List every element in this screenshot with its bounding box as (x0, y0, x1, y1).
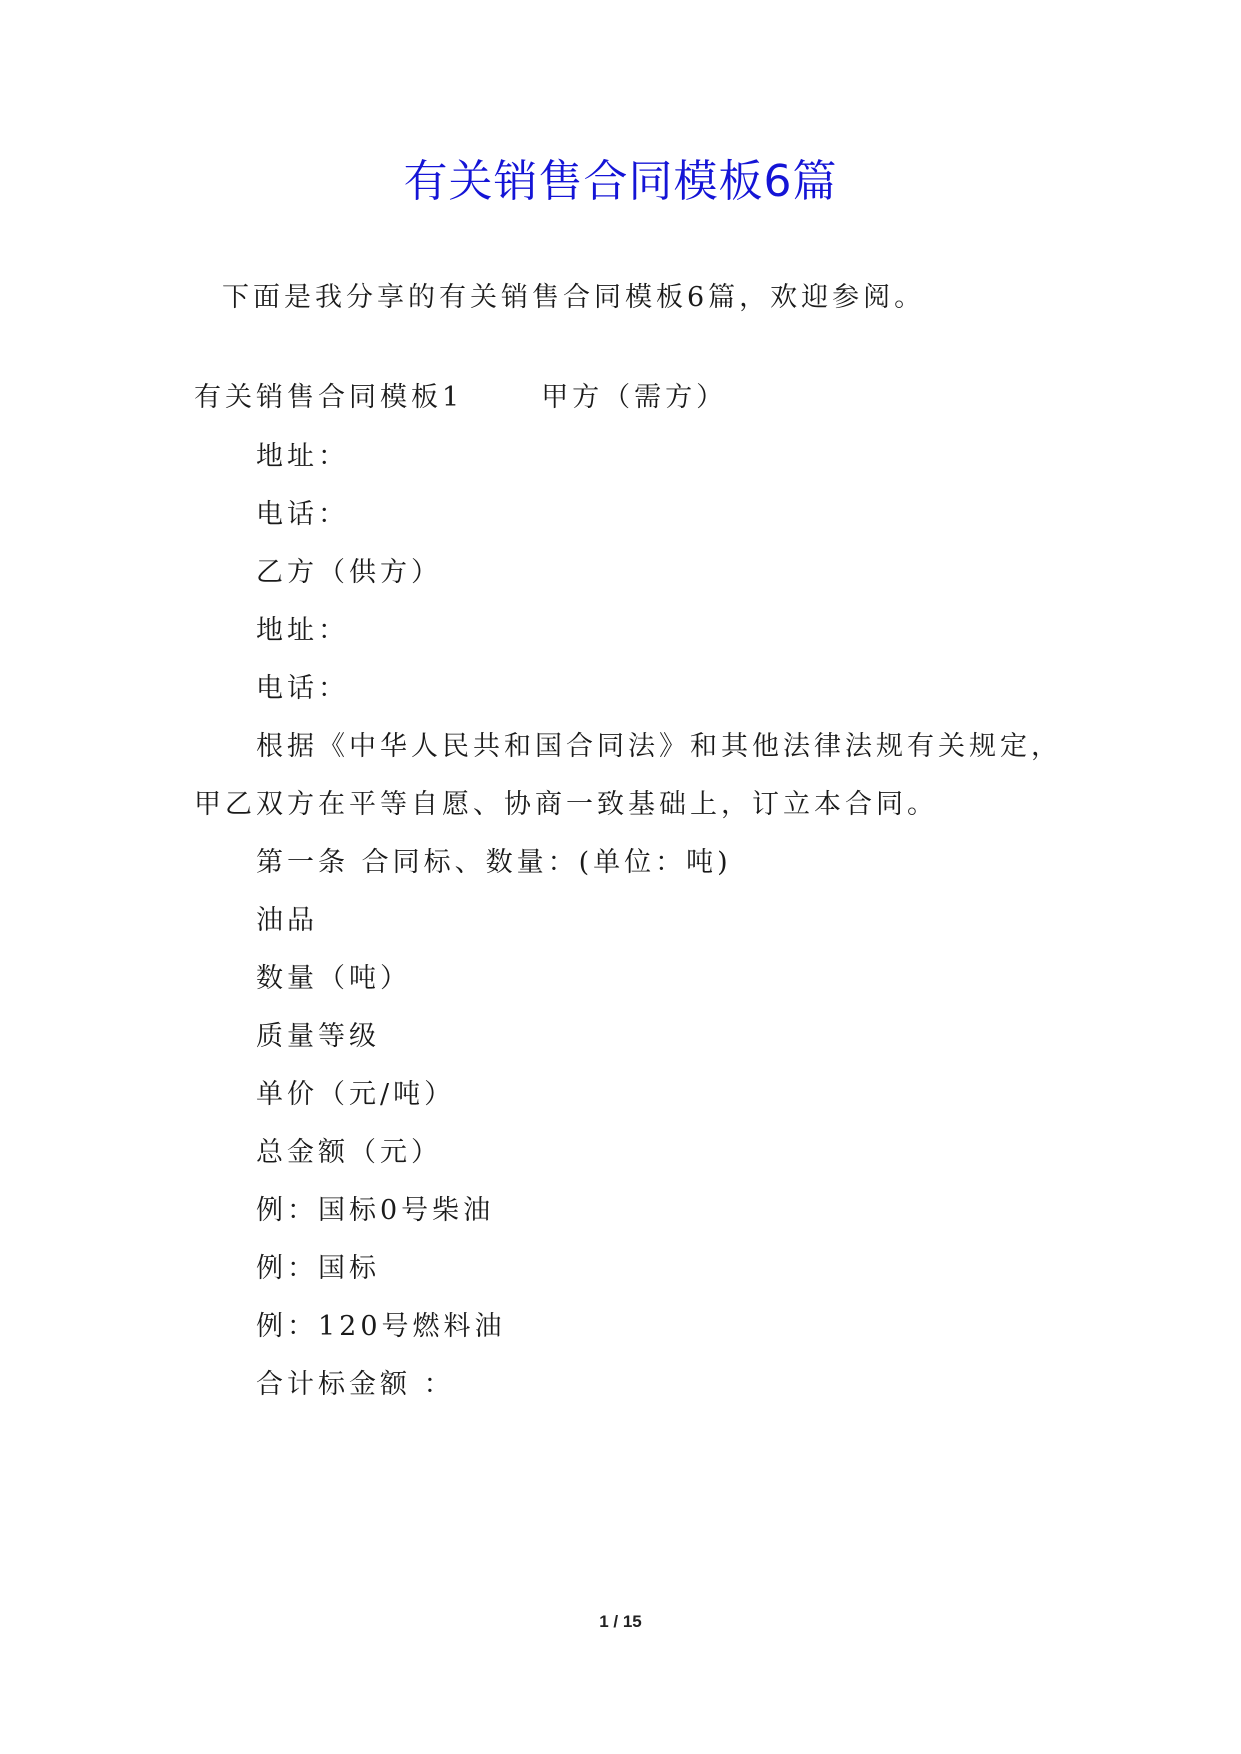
legal-basis-paragraph: 根据《中华人民共和国合同法》和其他法律法规有关规定， (256, 731, 1062, 762)
party-a-address-label: 地址： (256, 441, 349, 472)
section-heading: 有关销售合同模板1 (194, 382, 464, 413)
party-b-phone-label: 电话： (256, 673, 349, 704)
example-national-standard: 例：国标 (256, 1253, 380, 1284)
section-heading-line (194, 378, 727, 418)
party-b-label: 乙方（供方） (256, 557, 442, 588)
page-number: 1 / 15 (599, 1612, 642, 1631)
field-oil-product: 油品 (256, 905, 318, 936)
field-quality-grade: 质量等级 (256, 1021, 380, 1052)
example-diesel: 例：国标0号柴油 (256, 1195, 495, 1226)
intro-paragraph: 下面是我分享的有关销售合同模板6篇，欢迎参阅。 (222, 282, 926, 313)
document-title: 有关销售合同模板6篇 (403, 156, 838, 207)
field-quantity: 数量（吨） (256, 963, 411, 994)
party-a-label: 甲方（需方） (541, 382, 728, 413)
party-b-address-label: 地址： (256, 615, 349, 646)
article-one-heading: 第一条 合同标、数量：(单位：吨) (256, 847, 732, 878)
field-total-amount: 总金额（元） (256, 1137, 442, 1168)
example-fuel-oil: 例：120号燃料油 (256, 1311, 506, 1342)
field-total-sum: 合计标金额 ： (256, 1369, 455, 1400)
legal-basis-continuation: 甲乙双方在平等自愿、协商一致基础上，订立本合同。 (194, 789, 938, 820)
field-unit-price: 单价（元/吨） (256, 1079, 456, 1110)
party-a-phone-label: 电话： (256, 499, 349, 530)
